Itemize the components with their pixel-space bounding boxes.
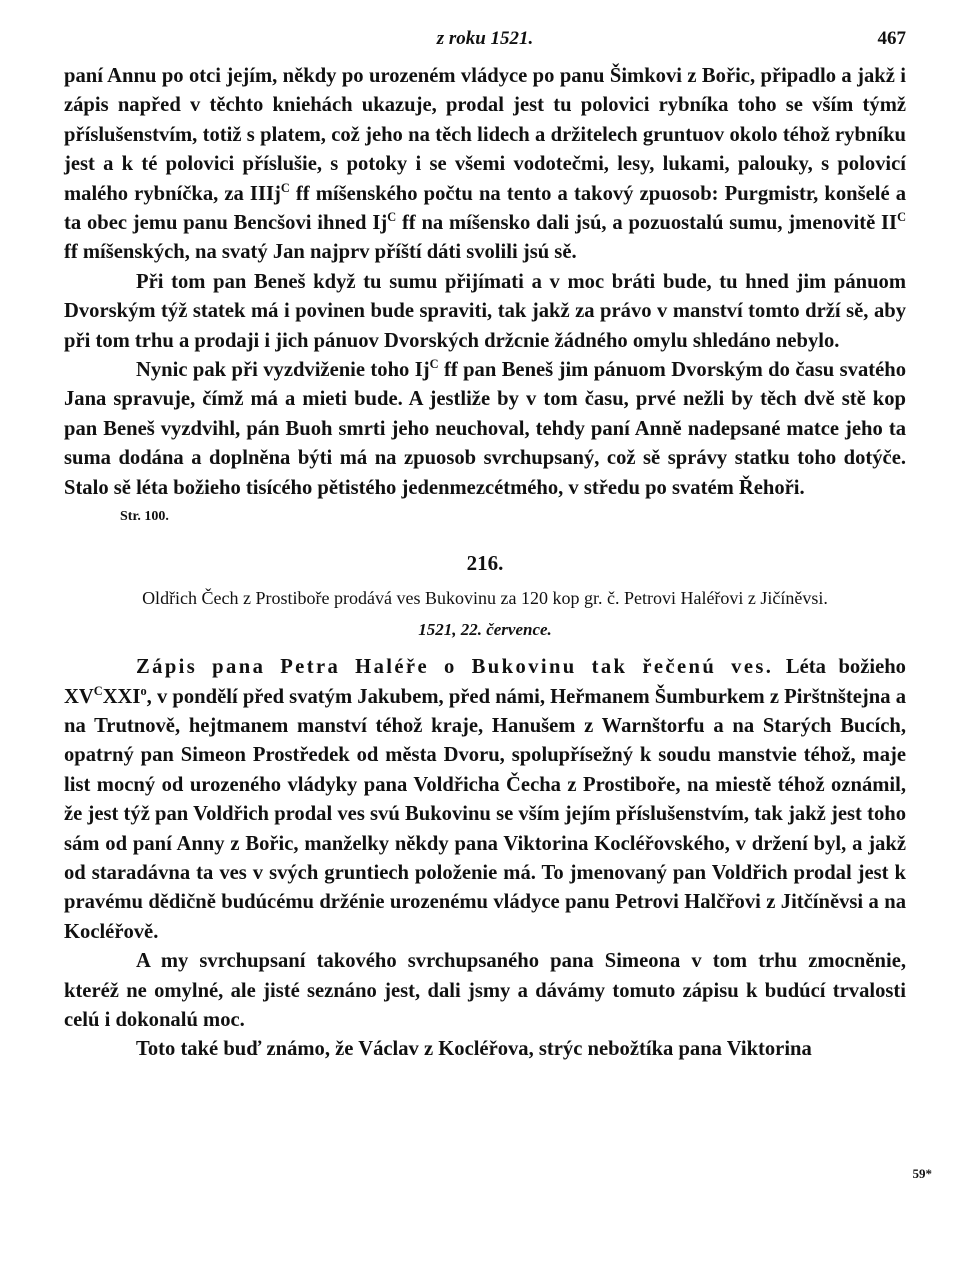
- paragraph-3: [64, 356, 906, 503]
- lead-sup1: C: [93, 683, 103, 698]
- lead-c: , v pondělí před svatým Jakubem, před námi, Heřmanem Šumburkem z Pirštnštejna a na Trutnově, hejtmanem manství téhož kraje, Hanušem z Warnštorfu a na Starých Bucích, opatrný pan Simeon Prostředek od města Dvoru, spolupřísežný k soudu manstvie téhož, maje list mocný od urozeného vládyky pana Voldřicha Čecha z Prostiboře, na miestě téhož oznámil, že jest týž pan Voldřich prodal ves svú Bukovinu se vším jejím příslušenstvím, tak jakž jest toho sám od paní Anny z Bořic, manželky někdy pana Viktorina Kocléřovského, v držení byl, a jakž od staradávna ta ves v svých gruntiech položenie má. To jmenovaný pan Voldřich prodal jest k pravému dědičně budúcému držénie urozenému vládyce panu Petrovi Halčřovi z Jitčíněvsi a na Kocléřově.: [64, 685, 906, 943]
- para3-a: Nynic pak při vyzdviženie toho Ij: [136, 359, 430, 382]
- para1-cont: ff míšenského počtu na tento a takový zpuosob: Purgmistr, konšelé a ta obec jemu panu Bencšovi ihned Ij: [64, 182, 906, 235]
- para3-b: ff pan Beneš jim pánuom Dvorským do času svatého Jana spravuje, čímž má a mieti bude. A jestliže by v tom času, prvé nežli by těch dvě stě kop pan Beneš vyzdvihl, pán Buoh smrti jeho neuchoval, tehdy paní Anně nadepsané matce jeho ta suma dodána a doplněna býti má na zpuosob svrchupsaný, což sě správy statku toho dotýče. Stalo sě léta božieho tisícého pětistého jedenmezcétmého, v středu po svatém Řehoři.: [64, 359, 907, 499]
- lead-a: Léta božieho XV: [64, 656, 906, 708]
- para3-sup: C: [429, 357, 439, 372]
- signature-mark: 59*: [912, 1166, 932, 1181]
- document-paragraph-b: A my svrchupsaní takového svrchupsaného pana Simeona v tom trhu zmocněnie, kteréž ne omylné, ale jisté seznáno jest, dali jsmy a dávámy tomuto zápisu k budúcí trvalosti celú i dokonalú moc.: [64, 950, 906, 1031]
- para1-sup2: C: [387, 210, 397, 225]
- document-number: 216.: [466, 551, 504, 576]
- lead-sup2: o: [140, 683, 147, 698]
- book-page: [64, 28, 906, 1065]
- document-lead-paragraph: [64, 653, 906, 947]
- lead-b: XXI: [102, 685, 141, 708]
- page-reference: Str. 100.: [120, 509, 169, 525]
- running-head: z roku 1521.: [436, 28, 534, 49]
- page-number: 467: [877, 28, 906, 49]
- para1-end: ff míšenských, na svatý Jan najprv příští dáti svolili jsú sě.: [64, 241, 577, 264]
- document-paragraph-c: Toto také buď známo, že Václav z Kocléřova, strýc nebožtíka pana Viktorina: [136, 1038, 812, 1061]
- para1-sup: C: [280, 180, 290, 195]
- page-header: [64, 28, 906, 62]
- paragraph-2: Při tom pan Beneš když tu sumu přijímati a v moc bráti bude, tu hned jim pánuom Dvorským týž statek má i povinen bude spraviti, tak jakž za právo v manství tomto drží sě, aby při tom trhu a prodaji i jich pánuov Dvorských držcnie žádného omylu shledáno nebylo.: [64, 270, 906, 352]
- document-date: 1521, 22. července.: [418, 620, 552, 640]
- paragraph-1: [64, 62, 906, 268]
- document-title: Zápis pana Petra Haléře o Bukovinu tak řečenú ves.: [136, 656, 774, 679]
- para1-sup3: C: [897, 210, 907, 225]
- para1-text: paní Annu po otci jejím, někdy po urozeném vládyce po panu Šimkovi z Bořic, připadlo a jakž i zápis napřed v těchto kniehách ukazuje, prodal jest tu polovici rybníka toho se vším týmž příslušenstvím, totiž s platem, což jeho na těch lidech a držitelech gruntuov okolo téhož rybníku jest a k té polovici příslušie, s potoky i se všemi vodotečmi, lesy, lukami, palouky, s polovicí malého rybníčka, za IIIj: [64, 65, 906, 205]
- document-summary: Oldřich Čech z Prostiboře prodává ves Bukovinu za 120 kop gr. č. Petrovi Haléřovi z Jičíněvsi.: [142, 588, 828, 609]
- para1-cont2: ff na míšensko dali jsú, a pozuostalú sumu, jmenovitě II: [396, 212, 898, 235]
